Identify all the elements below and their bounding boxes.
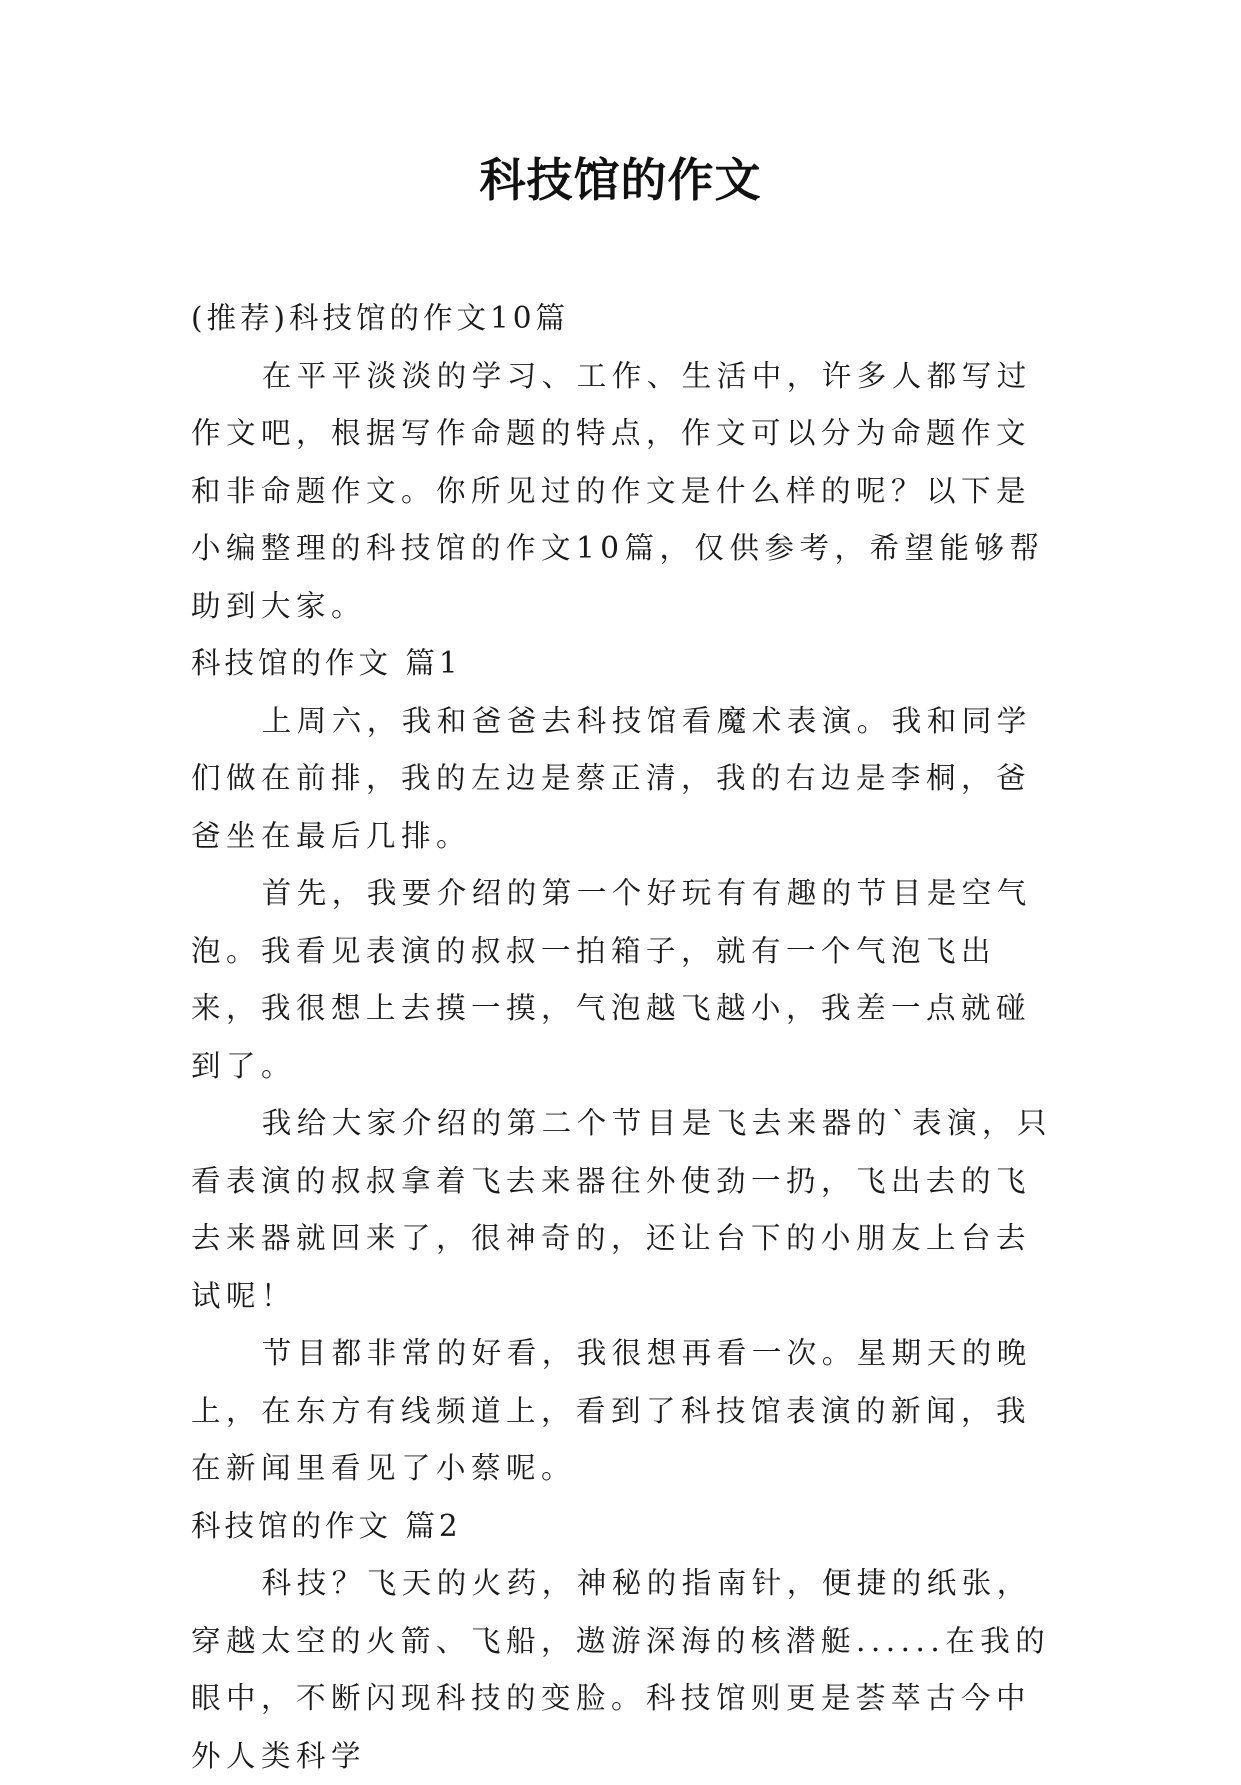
intro-heading: (推荐)科技馆的作文10篇: [191, 301, 570, 335]
section-heading-1: 科技馆的作文 篇1: [191, 646, 462, 680]
intro-paragraph: 在平平淡淡的学习、工作、生活中，许多人都写过作文吧，根据写作命题的特点，作文可以分为命题作文和非命题作文。你所见过的作文是什么样的呢？以下是小编整理的科技馆的作文10篇，仅供参考，希望能够帮助到大家。: [191, 358, 1045, 623]
section-heading-2: 科技馆的作文 篇2: [191, 1508, 462, 1543]
paragraph: 节目都非常的好看，我很想再看一次。星期天的晚上，在东方有线频道上，看到了科技馆表演的新闻，我在新闻里看见了小蔡呢。: [191, 1336, 1032, 1485]
paragraph: 上周六，我和爸爸去科技馆看魔术表演。我和同学们做在前排，我的左边是蔡正清，我的右边是李桐，爸爸坐在最后几排。: [191, 703, 1032, 853]
paragraph: 我给大家介绍的第二个节目是飞去来器的`表演，只看表演的叔叔拿着飞去来器往外使劲一扔，飞出去的飞去来器就回来了，很神奇的，还让台下的小朋友上台去试呢！: [191, 1106, 1053, 1313]
paragraph: 首先，我要介绍的第一个好玩有有趣的节目是空气泡。我看见表演的叔叔一拍箱子，就有一个气泡飞出来，我很想上去摸一摸，气泡越飞越小，我差一点就碰到了。: [191, 876, 1032, 1083]
paragraph: 科技？飞天的火药，神秘的指南针，便捷的纸张，穿越太空的火箭、飞船，遨游深海的核潜艇......在我的眼中，不断闪现科技的变脸。科技馆则更是荟萃古今中外人类科学: [191, 1566, 1051, 1773]
document-body: [191, 290, 1061, 1785]
document-title: 科技馆的作文: [479, 153, 762, 207]
